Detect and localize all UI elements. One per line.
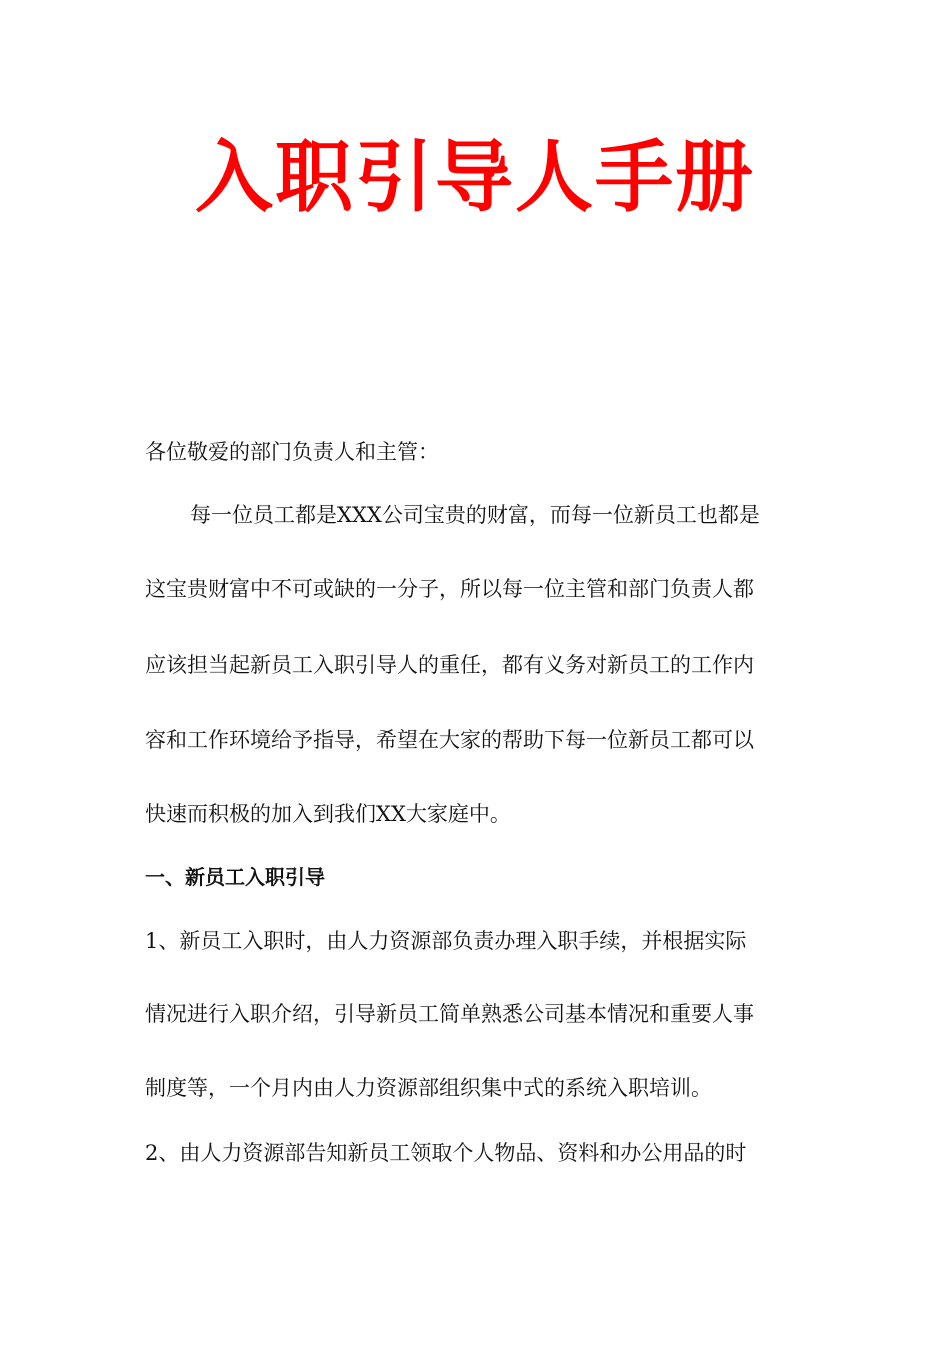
intro-line-3: 应该担当起新员工入职引导人的重任，都有义务对新员工的工作内: [145, 653, 754, 677]
item-2-line-1: 2、由人力资源部告知新员工领取个人物品、资料和办公用品的时: [145, 1141, 747, 1165]
document-title: 入职引导人手册: [194, 133, 755, 223]
salutation: 各位敬爱的部门负责人和主管：: [145, 440, 439, 464]
intro-line-2: 这宝贵财富中不可或缺的一分子，所以每一位主管和部门负责人都: [145, 577, 754, 601]
item-1-line-2: 情况进行入职介绍，引导新员工简单熟悉公司基本情况和重要人事: [145, 1002, 754, 1026]
intro-line-5: 快速而积极的加入到我们XX大家庭中。: [145, 802, 511, 826]
intro-line-4: 容和工作环境给予指导，希望在大家的帮助下每一位新员工都可以: [145, 728, 754, 752]
intro-line-1: 每一位员工都是XXX公司宝贵的财富，而每一位新员工也都是: [190, 503, 760, 527]
item-1-line-1: 1、新员工入职时，由人力资源部负责办理入职手续，并根据实际: [145, 929, 747, 953]
section-heading: 一、新员工入职引导: [145, 865, 325, 889]
item-1-line-3: 制度等，一个月内由人力资源部组织集中式的系统入职培训。: [145, 1076, 712, 1100]
